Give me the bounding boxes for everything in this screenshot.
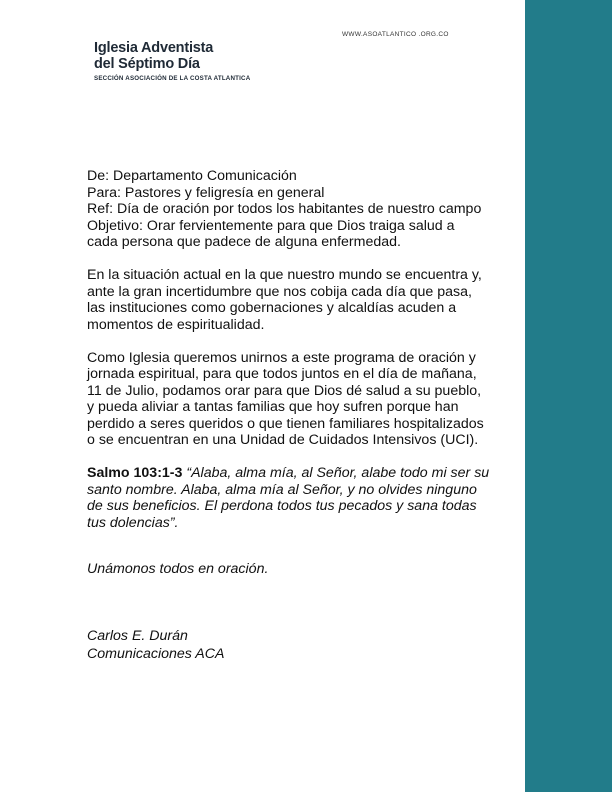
paragraph-2-line: o se encuentran en una Unidad de Cuidados Intensivos (UCI). (87, 432, 479, 448)
paragraph-2-line: 11 de Julio, podamos orar para que Dios dé salud a su pueblo, (87, 382, 482, 399)
website-url: WWW.ASOATLANTICO .ORG.CO (342, 31, 449, 38)
signature-name: Carlos E. Durán (87, 628, 188, 644)
memo-objective-line2: cada persona que padece de alguna enfermedad. (87, 234, 401, 250)
signature-block (87, 627, 224, 663)
verse-text: “Alaba, alma mía, al Señor, alabe todo mi ser su (182, 465, 490, 481)
memo-from: De: Departamento Comunicación (87, 168, 297, 184)
paragraph-1-line: ante la gran incertidumbre que nos cobija cada día que pasa, (87, 283, 472, 300)
memo-ref: Ref: Día de oración por todos los habitantes de nuestro campo (87, 201, 482, 217)
verse-reference: Salmo 103:1-3 (87, 465, 183, 481)
org-name-line2: del Séptimo Día (94, 56, 200, 72)
paragraph-1-line: momentos de espiritualidad. (87, 316, 265, 333)
paragraph-2-line: y pueda aliviar a tantas familias que hoy sufren porque han (87, 399, 459, 415)
memo-objective-line1: Objetivo: Orar fervientemente para que Dios traiga salud a (87, 217, 455, 234)
closing-line: Unámonos todos en oración. (87, 561, 269, 577)
paragraph-1-line: En la situación actual en la que nuestro mundo se encuentra y, (87, 267, 482, 283)
verse-line4: tus dolencias”. (87, 514, 179, 531)
paragraph-2-line: perdido a seres queridos o que tienen familiares hospitalizados (87, 415, 484, 432)
org-section-subtitle: SECCIÓN ASOCIACIÓN DE LA COSTA ATLANTICA (94, 75, 251, 82)
brand-sidebar (525, 0, 612, 792)
signature-title: Comunicaciones ACA (87, 646, 225, 662)
paragraph-1-line: las instituciones como gobernaciones y alcaldías acuden a (87, 300, 457, 316)
org-name-line1: Iglesia Adventista (94, 40, 214, 56)
verse-line3: de sus beneficios. El perdona todos tus pecados y sana todas (87, 498, 477, 514)
letter-body (87, 168, 507, 531)
verse-line1 (87, 465, 507, 482)
memo-to: Para: Pastores y feligresía en general (87, 184, 325, 201)
paragraph-2-line: Como Iglesia queremos unirnos a este programa de oración y (87, 349, 476, 366)
verse-line2: santo nombre. Alaba, alma mía al Señor, y no olvides ninguno (87, 481, 477, 498)
paragraph-2-line: jornada espiritual, para que todos juntos en el día de mañana, (87, 366, 477, 382)
organization-header (94, 40, 250, 82)
